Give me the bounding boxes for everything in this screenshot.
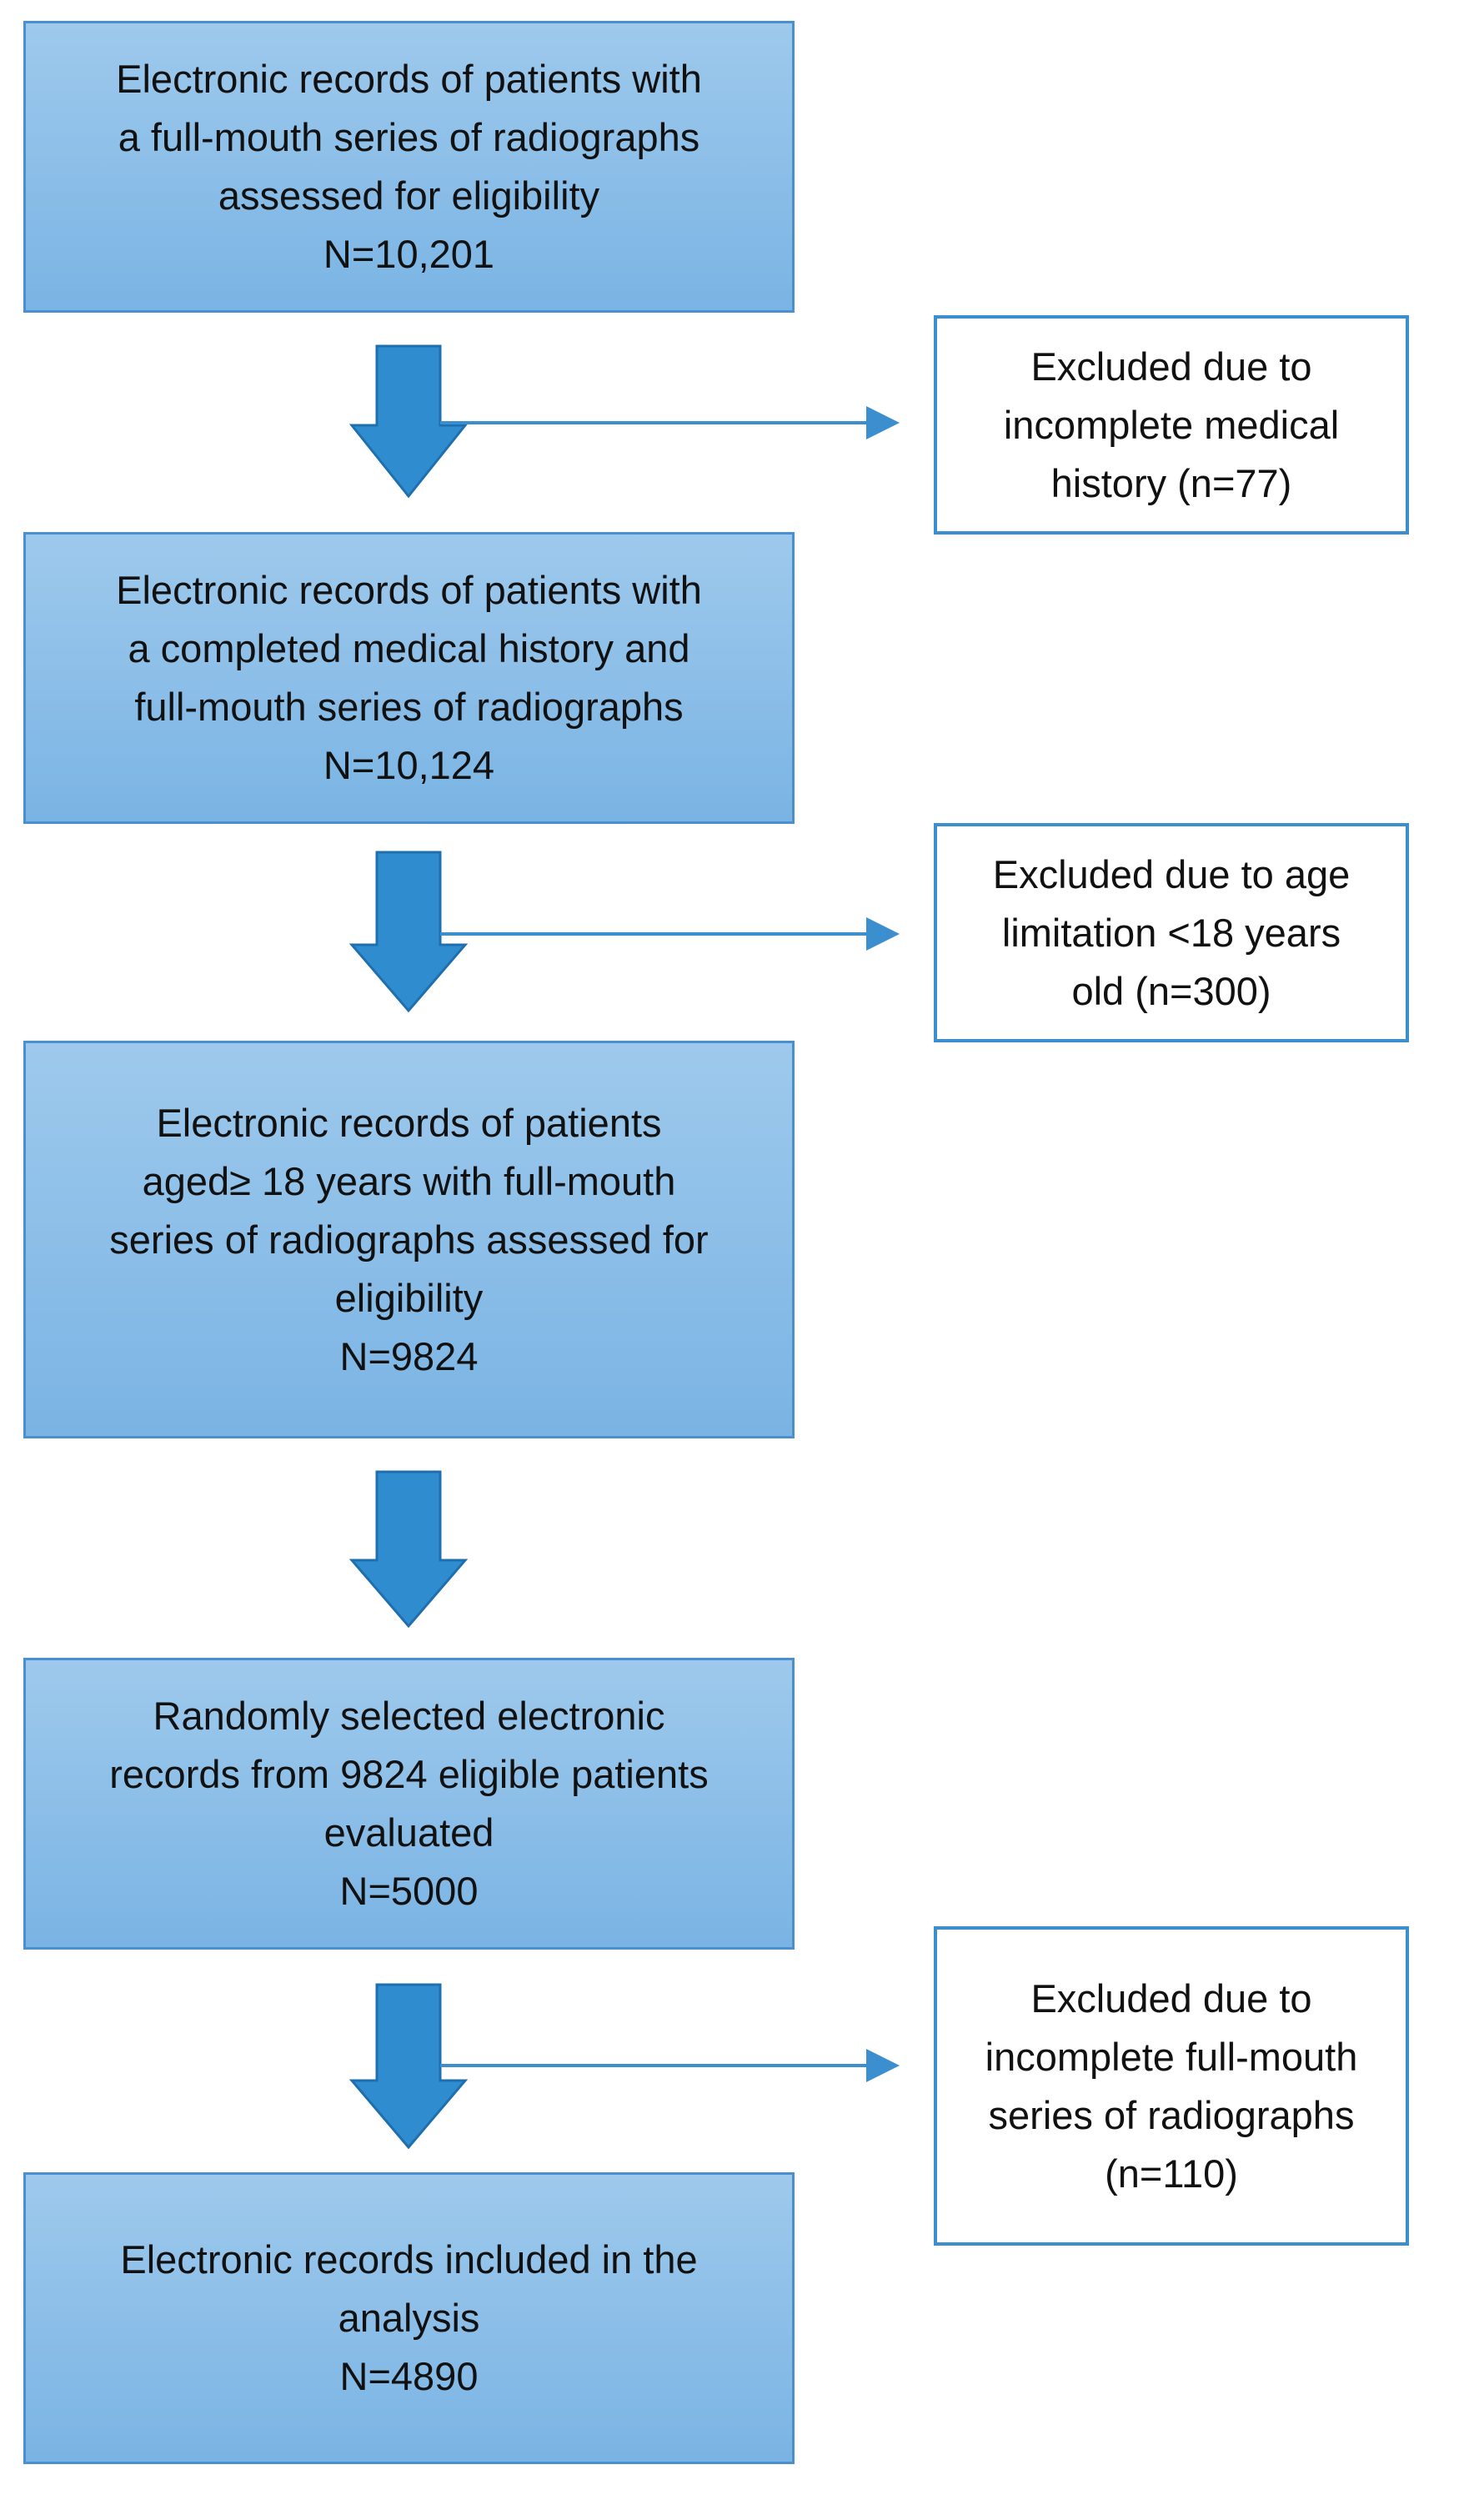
step-4-count: N=5000: [339, 1869, 479, 1913]
step-2-line-2: a completed medical history and: [128, 626, 690, 670]
step-3-line-2: aged≥ 18 years with full-mouth: [142, 1158, 676, 1203]
exclusion-2-line-3: old (n=300): [1071, 968, 1271, 1013]
step-3-line-1: Electronic records of patients: [156, 1100, 662, 1145]
step-4-line-1: Randomly selected electronic: [153, 1694, 665, 1738]
exclusion-1-line-3: history (n=77): [1050, 460, 1292, 505]
down-arrow-3: [352, 1472, 465, 1626]
step-5-line-1: Electronic records included in the: [120, 2237, 698, 2282]
step-2-line-3: full-mouth series of radiographs: [134, 685, 684, 729]
exclusion-1-line-1: Excluded due to: [1030, 344, 1312, 389]
step-3-line-3: series of radiographs assessed for: [109, 1217, 709, 1262]
step-1-line-3: assessed for eligibility: [218, 173, 600, 218]
step-5-line-2: analysis: [338, 2296, 480, 2340]
step-box-4: [23, 1658, 795, 1950]
exclusion-3-line-2: incomplete full-mouth: [985, 2034, 1358, 2079]
step-box-1: [23, 21, 795, 313]
step-3-count: N=9824: [339, 1333, 479, 1378]
exclusion-box-2: [934, 823, 1409, 1042]
exclusion-3-line-4: (n=110): [1105, 2151, 1238, 2196]
exclusion-2-line-1: Excluded due to age: [992, 851, 1351, 896]
exclusion-box-1: [934, 315, 1409, 535]
exclusion-box-3: [934, 1926, 1409, 2246]
step-box-3: [23, 1041, 795, 1438]
exclusion-1-line-2: incomplete medical: [1003, 402, 1340, 447]
step-2-count: N=10,124: [323, 743, 495, 787]
step-1-count: N=10,201: [323, 232, 495, 276]
step-4-line-3: evaluated: [323, 1810, 494, 1855]
step-5-count: N=4890: [339, 2354, 479, 2398]
step-box-2: [23, 532, 795, 824]
exclusion-3-line-1: Excluded due to: [1030, 1975, 1312, 2021]
exclusion-3-line-3: series of radiographs: [988, 2092, 1355, 2137]
step-4-line-2: records from 9824 eligible patients: [109, 1752, 709, 1796]
step-2-line-1: Electronic records of patients with: [116, 568, 702, 612]
step-3-line-4: eligibility: [334, 1275, 484, 1320]
down-arrow-2: [352, 852, 465, 1011]
step-1-line-1: Electronic records of patients with: [116, 57, 702, 101]
step-1-line-2: a full-mouth series of radiographs: [118, 115, 700, 159]
step-box-5: [23, 2172, 795, 2464]
exclusion-2-line-2: limitation <18 years: [1001, 910, 1341, 955]
